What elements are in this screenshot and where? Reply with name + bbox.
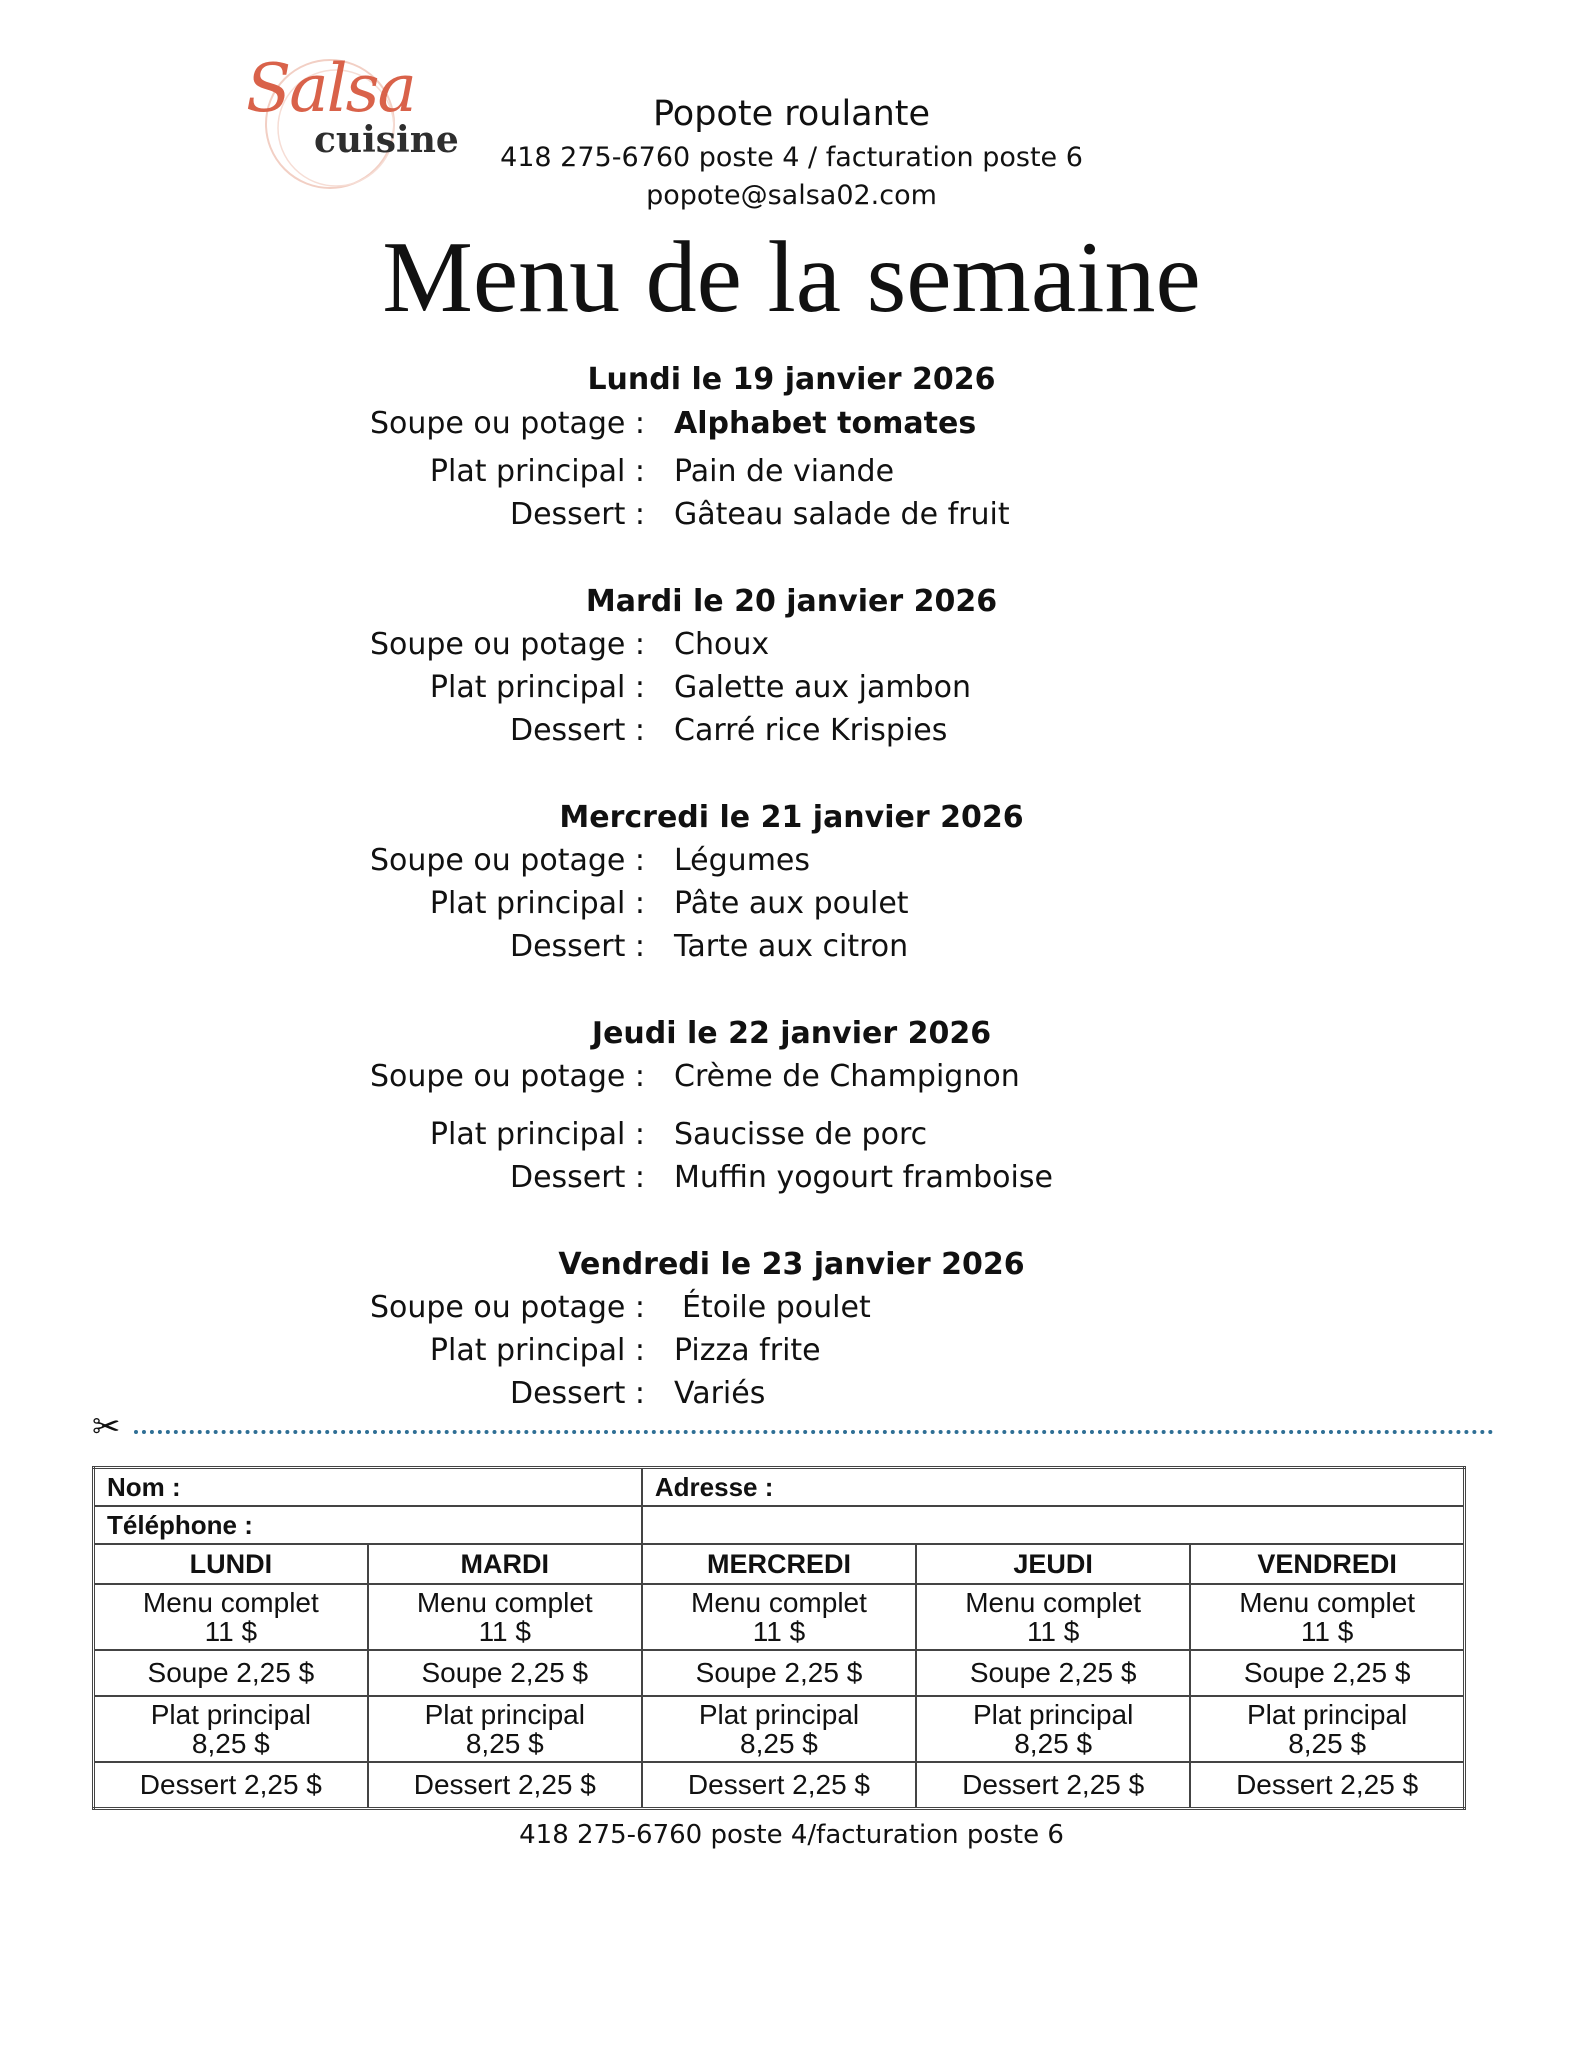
order-row-dessert: [94, 1762, 1465, 1809]
order-row-soupe: [94, 1650, 1465, 1696]
footer-phone: 418 275-6760 poste 4/facturation poste 6: [519, 1820, 1064, 1850]
day-heading-jeudi: Jeudi le 22 janvier 2026: [591, 1016, 992, 1051]
plat-principal-label: Plat principal: [1246, 1698, 1408, 1730]
plat-principal-price: 8,25 $: [1014, 1728, 1093, 1759]
soupe-label: Soupe ou potage :: [369, 406, 645, 441]
telephone-field[interactable]: Téléphone :: [94, 1506, 642, 1544]
plat-principal-label: Plat principal: [424, 1698, 585, 1730]
plat-label: Plat principal :: [429, 1117, 645, 1152]
nom-field[interactable]: Nom :: [94, 1468, 642, 1507]
dessert-value: Variés: [674, 1376, 766, 1411]
plat-label: Plat principal :: [429, 886, 645, 921]
menu-complet-cell[interactable]: [642, 1584, 916, 1650]
soupe-price-cell[interactable]: Soupe 2,25 $: [916, 1650, 1190, 1696]
header-email[interactable]: popote@salsa02.com: [646, 180, 937, 211]
dessert-price-cell[interactable]: Dessert 2,25 $: [94, 1762, 368, 1809]
soupe-price-cell[interactable]: Soupe 2,25 $: [642, 1650, 916, 1696]
plat-value: Saucisse de porc: [674, 1117, 928, 1152]
plat-principal-price: 8,25 $: [191, 1728, 270, 1759]
dessert-price-cell[interactable]: Dessert 2,25 $: [1190, 1762, 1464, 1809]
plat-principal-cell[interactable]: [1190, 1696, 1464, 1762]
day-heading-vendredi: Vendredi le 23 janvier 2026: [558, 1247, 1025, 1282]
soupe-value: Légumes: [674, 843, 811, 878]
header-title: Popote roulante: [652, 94, 931, 134]
order-row-menu-complet: [94, 1584, 1465, 1650]
order-form-table: [92, 1466, 1466, 1810]
soupe-label: Soupe ou potage :: [369, 1059, 645, 1094]
plat-label: Plat principal :: [429, 454, 645, 489]
weekday-header-jeudi: JEUDI: [916, 1544, 1190, 1584]
plat-principal-label: Plat principal: [973, 1698, 1134, 1730]
order-row-plat-principal: [94, 1696, 1465, 1762]
plat-principal-label: Plat principal: [150, 1698, 311, 1730]
adresse-field[interactable]: Adresse :: [642, 1468, 1465, 1507]
header-phone: 418 275-6760 poste 4 / facturation poste 6: [500, 142, 1083, 173]
menu-complet-cell[interactable]: [368, 1584, 642, 1650]
soupe-price-cell[interactable]: Soupe 2,25 $: [368, 1650, 642, 1696]
soupe-label: Soupe ou potage :: [369, 627, 645, 662]
menu-complet-label: Menu complet: [416, 1586, 593, 1618]
plat-principal-cell[interactable]: [642, 1696, 916, 1762]
menu-complet-price: 11 $: [1300, 1616, 1354, 1647]
order-row-weekdays: [94, 1544, 1465, 1584]
menu-complet-price: 11 $: [1026, 1616, 1080, 1647]
day-heading-mardi: Mardi le 20 janvier 2026: [585, 584, 998, 619]
dessert-price-cell[interactable]: Dessert 2,25 $: [368, 1762, 642, 1809]
plat-principal-price: 8,25 $: [1288, 1728, 1367, 1759]
order-row-telephone: [94, 1506, 1465, 1544]
menu-complet-label: Menu complet: [691, 1586, 867, 1618]
soupe-value: Alphabet tomates: [674, 406, 977, 441]
menu-complet-price: 11 $: [752, 1616, 806, 1647]
weekday-header-mercredi: MERCREDI: [642, 1544, 916, 1584]
page-title: Menu de la semaine: [382, 221, 1201, 334]
menu-complet-price: 11 $: [204, 1616, 258, 1647]
menu-complet-label: Menu complet: [965, 1586, 1142, 1618]
menu-complet-price: 11 $: [478, 1616, 531, 1647]
dessert-price-cell[interactable]: Dessert 2,25 $: [916, 1762, 1190, 1809]
dessert-label: Dessert :: [509, 1160, 645, 1195]
day-heading-lundi: Lundi le 19 janvier 2026: [587, 362, 996, 397]
plat-value: Pizza frite: [674, 1333, 821, 1368]
menu-complet-label: Menu complet: [142, 1586, 319, 1618]
plat-principal-cell[interactable]: [94, 1696, 368, 1762]
day-heading-mercredi: Mercredi le 21 janvier 2026: [559, 800, 1024, 835]
cut-line-divider: [134, 1430, 1494, 1434]
menu-complet-cell[interactable]: [94, 1584, 368, 1650]
menu-complet-cell[interactable]: [1190, 1584, 1464, 1650]
plat-label: Plat principal :: [429, 1333, 645, 1368]
weekday-header-mardi: MARDI: [368, 1544, 642, 1584]
soupe-price-cell[interactable]: Soupe 2,25 $: [1190, 1650, 1464, 1696]
plat-principal-price: 8,25 $: [740, 1728, 818, 1759]
dessert-value: Muffin yogourt framboise: [674, 1160, 1053, 1195]
dessert-label: Dessert :: [509, 713, 645, 748]
plat-principal-cell[interactable]: [916, 1696, 1190, 1762]
plat-value: Pâte aux poulet: [674, 886, 909, 921]
soupe-value: Étoile poulet: [682, 1290, 871, 1325]
menu-complet-label: Menu complet: [1239, 1586, 1416, 1618]
plat-value: Galette aux jambon: [674, 670, 971, 705]
dessert-label: Dessert :: [509, 497, 645, 532]
weekday-header-lundi: LUNDI: [94, 1544, 368, 1584]
soupe-value: Crème de Champignon: [674, 1059, 1020, 1094]
soupe-label: Soupe ou potage :: [369, 1290, 645, 1325]
soupe-label: Soupe ou potage :: [369, 843, 645, 878]
plat-label: Plat principal :: [429, 670, 645, 705]
plat-principal-label: Plat principal: [698, 1698, 860, 1730]
plat-principal-price: 8,25 $: [465, 1728, 544, 1759]
dessert-value: Gâteau salade de fruit: [674, 497, 1010, 532]
scissors-icon: ✂: [92, 1407, 121, 1447]
dessert-value: Carré rice Krispies: [674, 713, 948, 748]
menu-complet-cell[interactable]: [916, 1584, 1190, 1650]
adresse-field-continued[interactable]: [642, 1506, 1465, 1544]
dessert-label: Dessert :: [509, 929, 645, 964]
plat-value: Pain de viande: [674, 454, 895, 489]
soupe-value: Choux: [674, 627, 770, 662]
weekday-header-vendredi: VENDREDI: [1190, 1544, 1464, 1584]
dessert-label: Dessert :: [509, 1376, 645, 1411]
logo-script-text: Salsa: [246, 50, 415, 127]
logo-word-text: cuisine: [314, 119, 459, 161]
soupe-price-cell[interactable]: Soupe 2,25 $: [94, 1650, 368, 1696]
dessert-value: Tarte aux citron: [674, 929, 909, 964]
dessert-price-cell[interactable]: Dessert 2,25 $: [642, 1762, 916, 1809]
order-row-nom: [94, 1468, 1465, 1507]
plat-principal-cell[interactable]: [368, 1696, 642, 1762]
